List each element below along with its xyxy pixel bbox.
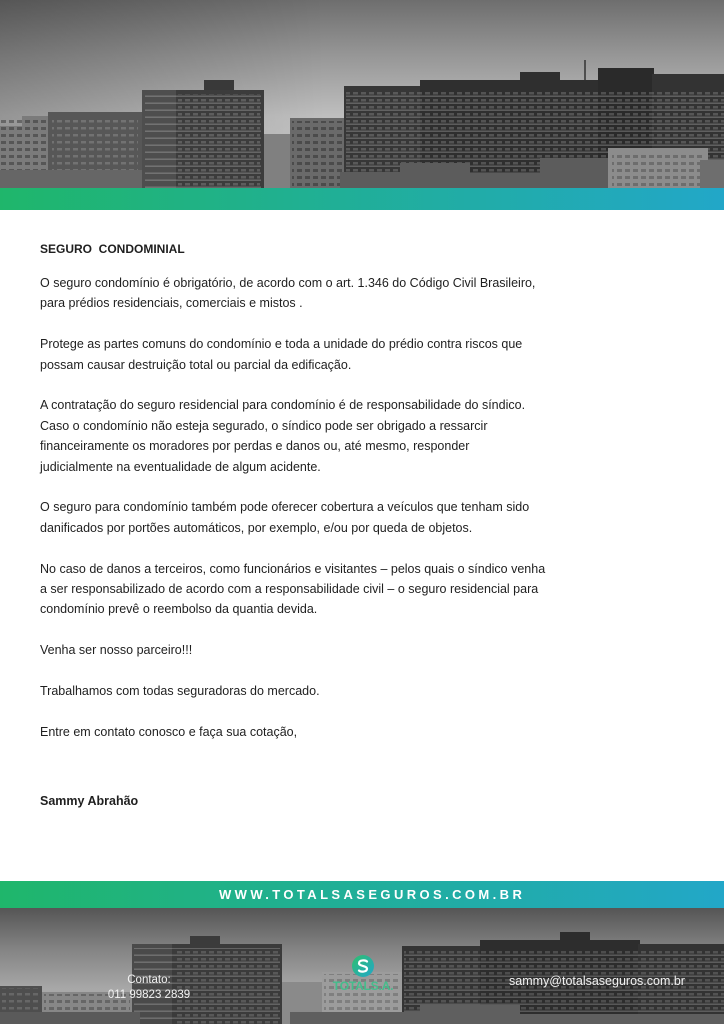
header-skyline-photo	[0, 0, 724, 188]
text-line: O seguro condomínio é obrigatório, de acordo com o art. 1.346 do Código Civil Brasileiro,	[40, 276, 536, 290]
company-logo	[322, 944, 404, 1000]
text-line: No caso de danos a terceiros, como funcionários e visitantes – pelos quais o síndico venha	[40, 561, 546, 576]
paragraph	[40, 497, 640, 538]
paragraph	[40, 334, 640, 375]
text-line: a ser responsabilizado de acordo com a responsabilidade civil – o seguro residencial para	[40, 582, 539, 597]
text-line: Entre em contato conosco e faça sua cotação,	[40, 724, 298, 739]
paragraph	[40, 273, 640, 314]
left-low-buildings	[0, 112, 142, 188]
logo-text: TOTALS.A.	[332, 979, 394, 993]
text-line: Venha ser nosso parceiro!!!	[40, 643, 193, 658]
paragraph	[40, 681, 640, 701]
contact-email: sammy@totalsaseguros.com.br	[509, 974, 685, 988]
document-title: SEGURO CONDOMINIAL	[40, 242, 185, 256]
text-line: possam causar destruição total ou parcial da edificação.	[40, 357, 352, 372]
paragraph	[40, 640, 640, 660]
text-line: condomínio prevê o reembolso da quantia devida.	[40, 602, 318, 617]
footer-accent-bar	[0, 881, 724, 908]
text-line: Trabalhamos com todas seguradoras do mercado.	[40, 684, 320, 699]
text-line: danificados por portões automáticos, por exemplo, e/ou por queda de objetos.	[40, 520, 473, 535]
text-line: A contratação do seguro residencial para condomínio é de responsabilidade do síndico.	[40, 398, 526, 413]
text-line: Protege as partes comuns do condomínio e toda a unidade do prédio contra riscos que	[40, 337, 523, 352]
contact-label: Contato:	[127, 974, 171, 986]
text-line: O seguro para condomínio também pode oferecer cobertura a veículos que tenham sido	[40, 500, 530, 515]
paragraph	[40, 395, 640, 477]
header-accent-bar	[0, 188, 724, 210]
text-line: financeiramente os moradores por perdas e danos ou, até mesmo, responder	[40, 439, 470, 454]
website-url: WWW.TOTALSASEGUROS.COM.BR	[219, 887, 526, 902]
paragraph	[40, 722, 640, 742]
paragraph	[40, 559, 640, 620]
contact-block	[88, 973, 210, 1003]
text-line: Caso o condomínio não esteja segurado, o síndico pode ser obrigado a ressarcir	[40, 418, 488, 433]
text-line: para prédios residenciais, comerciais e mistos .	[40, 296, 303, 311]
document-body	[40, 273, 640, 763]
signature: Sammy Abrahão	[40, 794, 139, 808]
tall-building-left	[142, 80, 264, 188]
text-line: judicialmente na eventualidade de algum acidente.	[40, 459, 321, 474]
contact-phone: 011 99823 2839	[107, 989, 191, 1001]
totals-logo-icon	[351, 954, 375, 978]
